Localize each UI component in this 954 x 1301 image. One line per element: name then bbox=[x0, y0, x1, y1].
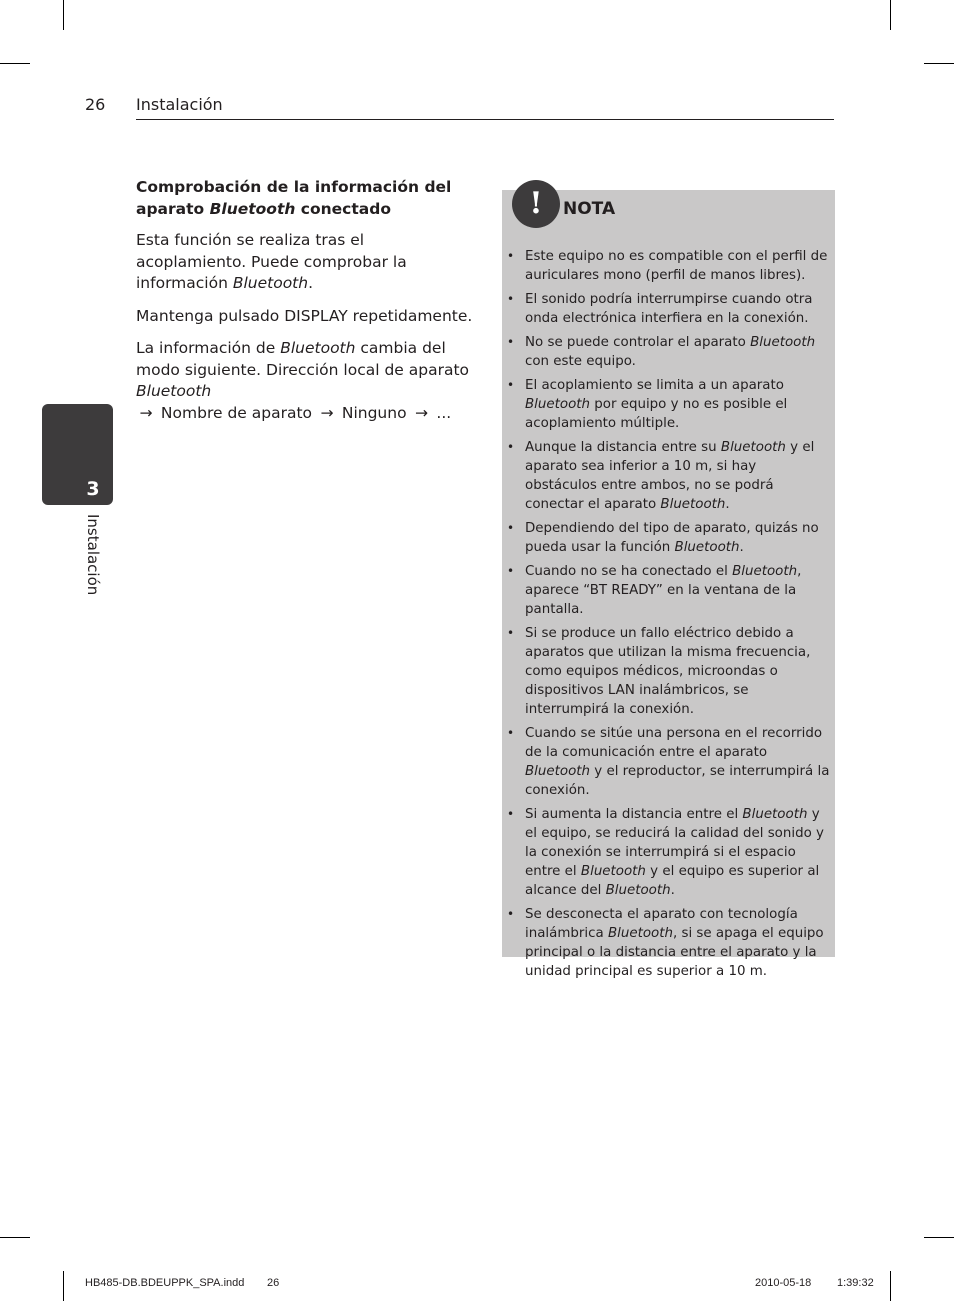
list-item: • Aunque la distancia entre su Bluetooth y el aparato sea inferior a 10 m, si hay obstáculos entre ambos, no se podrá conectar el aparato Bluetooth. bbox=[506, 438, 830, 514]
list-item: • El sonido podría interrumpirse cuando otra onda electrónica interfiera en la conexión. bbox=[506, 290, 830, 328]
crop-mark bbox=[890, 0, 891, 30]
crop-mark bbox=[0, 63, 30, 64]
arrow-icon: → bbox=[415, 403, 428, 422]
list-item: • Cuando se sitúe una persona en el recorrido de la comunicación entre el aparato Bluetooth y el reproductor, se interrumpirá la conexión. bbox=[506, 724, 830, 800]
crop-mark bbox=[924, 1237, 954, 1238]
page-number: 26 bbox=[85, 95, 106, 114]
note-list bbox=[506, 247, 830, 986]
header-section-title: Instalación bbox=[136, 95, 223, 114]
list-item: • Dependiendo del tipo de aparato, quizás no pueda usar la función Bluetooth. bbox=[506, 519, 830, 557]
crop-mark bbox=[63, 1271, 64, 1301]
footer-time: 1:39:32 bbox=[837, 1277, 874, 1289]
list-item: • Si aumenta la distancia entre el Bluetooth y el equipo, se reducirá la calidad del sonido y la conexión se interrumpirá si el espacio entre el Bluetooth y el equipo es superior al alcance del Bluetooth. bbox=[506, 805, 830, 900]
list-item: • Si se produce un fallo eléctrico debido a aparatos que utilizan la misma frecuencia, como equipos médicos, microondas o dispositivos LAN inalámbricos, se interrumpirá la conexión. bbox=[506, 624, 830, 719]
footer-filename: HB485-DB.BDEUPPK_SPA.indd bbox=[85, 1277, 245, 1289]
arrow-icon: → bbox=[139, 403, 153, 422]
exclamation-icon: ! bbox=[512, 180, 560, 228]
note-title: NOTA bbox=[563, 199, 616, 219]
footer-date: 2010-05-18 bbox=[755, 1277, 812, 1289]
paragraph-2: Mantenga pulsado DISPLAY repetidamente. bbox=[136, 306, 473, 325]
list-item: • No se puede controlar el aparato Bluetooth con este equipo. bbox=[506, 333, 830, 371]
chapter-label: Instalación bbox=[84, 514, 102, 596]
paragraph-3: La información de Bluetooth cambia del modo siguiente. Dirección local de aparato Bluetooth → Nombre de aparato → Ninguno → ... bbox=[136, 338, 476, 424]
crop-mark bbox=[890, 1271, 891, 1301]
section-heading: Comprobación de la información del aparato Bluetooth conectado bbox=[136, 178, 452, 218]
list-item: • Este equipo no es compatible con el perfil de auriculares mono (perfil de manos libres). bbox=[506, 247, 830, 285]
footer-page: 26 bbox=[267, 1277, 280, 1289]
list-item: • Cuando no se ha conectado el Bluetooth, aparece “BT READY” en la ventana de la pantalla. bbox=[506, 562, 830, 619]
paragraph-1: Esta función se realiza tras el acoplamiento. Puede comprobar la información Bluetooth. bbox=[136, 231, 407, 292]
list-item: • Se desconecta el aparato con tecnología inalámbrica Bluetooth, si se apaga el equipo principal o la distancia entre el aparato y la unidad principal es superior a 10 m. bbox=[506, 905, 830, 981]
chapter-number: 3 bbox=[86, 478, 100, 500]
crop-mark bbox=[924, 63, 954, 64]
list-item: • El acoplamiento se limita a un aparato Bluetooth por equipo y no es posible el acoplamiento múltiple. bbox=[506, 376, 830, 433]
crop-mark bbox=[63, 0, 64, 30]
main-section bbox=[136, 176, 476, 435]
arrow-icon: → bbox=[320, 403, 334, 422]
chapter-tab bbox=[42, 404, 113, 505]
header-rule bbox=[136, 119, 834, 120]
crop-mark bbox=[0, 1237, 30, 1238]
